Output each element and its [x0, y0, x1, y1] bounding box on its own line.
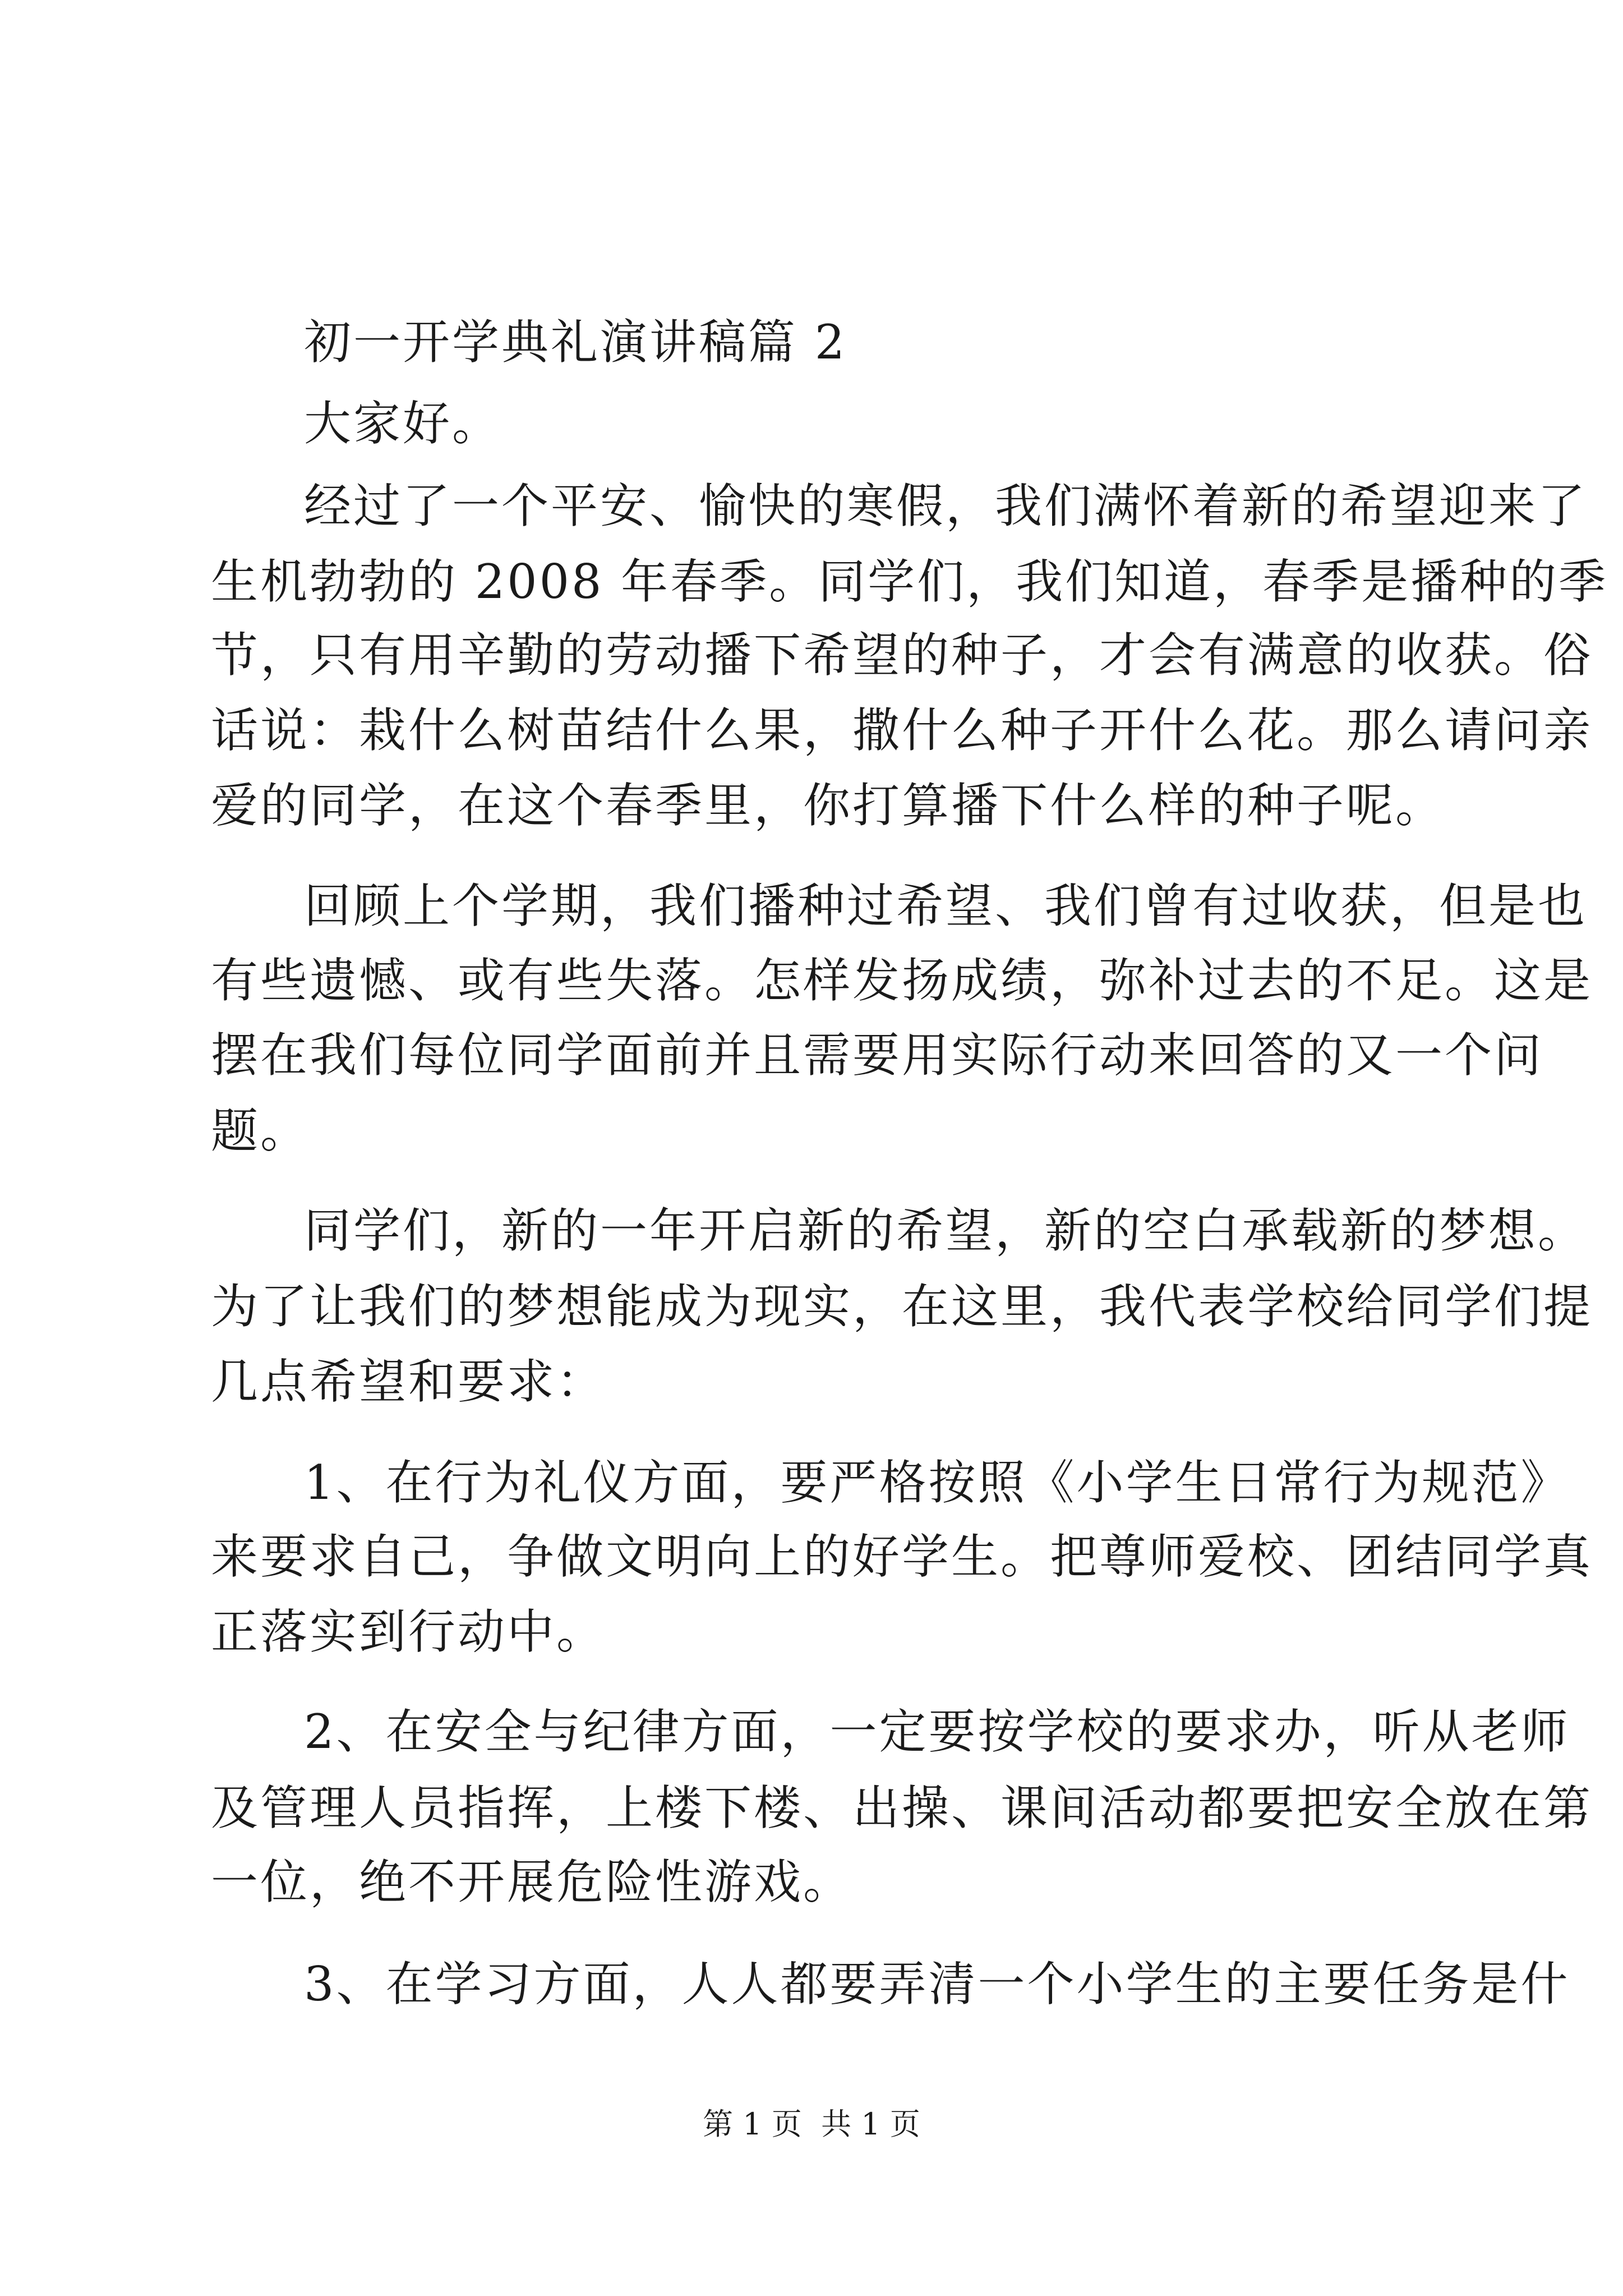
text-line: 经过了一个平安、愉快的寒假，我们满怀着新的希望迎来了: [304, 478, 1588, 533]
text-line: 爱的同学，在这个春季里，你打算播下什么样的种子呢。: [211, 778, 1445, 833]
page-number-footer: 第 1 页 共 1 页: [703, 2106, 920, 2142]
text-line: 生机勃勃的 2008 年春季。同学们，我们知道，春季是播种的季: [211, 554, 1608, 609]
text-line: 1、在行为礼仪方面，要严格按照《小学生日常行为规范》: [304, 1455, 1570, 1510]
text-line: 3、在学习方面，人人都要弄清一个小学生的主要任务是什: [304, 1957, 1570, 2012]
text-line: 话说：栽什么树苗结什么果，撒什么种子开什么花。那么请问亲: [211, 703, 1593, 758]
text-line: 节，只有用辛勤的劳动播下希望的种子，才会有满意的收获。俗: [211, 628, 1593, 683]
text-line: 及管理人员指挥，上楼下楼、出操、课间活动都要把安全放在第: [211, 1780, 1593, 1835]
text-line: 一位，绝不开展危险性游戏。: [211, 1855, 853, 1910]
text-line: 题。: [211, 1103, 310, 1158]
text-line: 回顾上个学期，我们播种过希望、我们曾有过收获，但是也: [304, 878, 1588, 933]
text-line: 摆在我们每位同学面前并且需要用实际行动来回答的又一个问: [211, 1028, 1544, 1083]
article-title: 初一开学典礼演讲稿篇 2: [304, 315, 847, 370]
text-line: 来要求自己，争做文明向上的好学生。把尊师爱校、团结同学真: [211, 1529, 1593, 1584]
text-line: 同学们，新的一年开启新的希望，新的空白承载新的梦想。: [304, 1203, 1588, 1258]
text-line: 几点希望和要求：: [211, 1354, 606, 1409]
greeting-line: 大家好。: [304, 396, 502, 451]
text-line: 正落实到行动中。: [211, 1604, 606, 1659]
text-line: 2、在安全与纪律方面，一定要按学校的要求办，听从老师: [304, 1704, 1570, 1759]
text-line: 为了让我们的梦想能成为现实，在这里，我代表学校给同学们提: [211, 1279, 1593, 1334]
text-line: 有些遗憾、或有些失落。怎样发扬成绩，弥补过去的不足。这是: [211, 953, 1593, 1008]
